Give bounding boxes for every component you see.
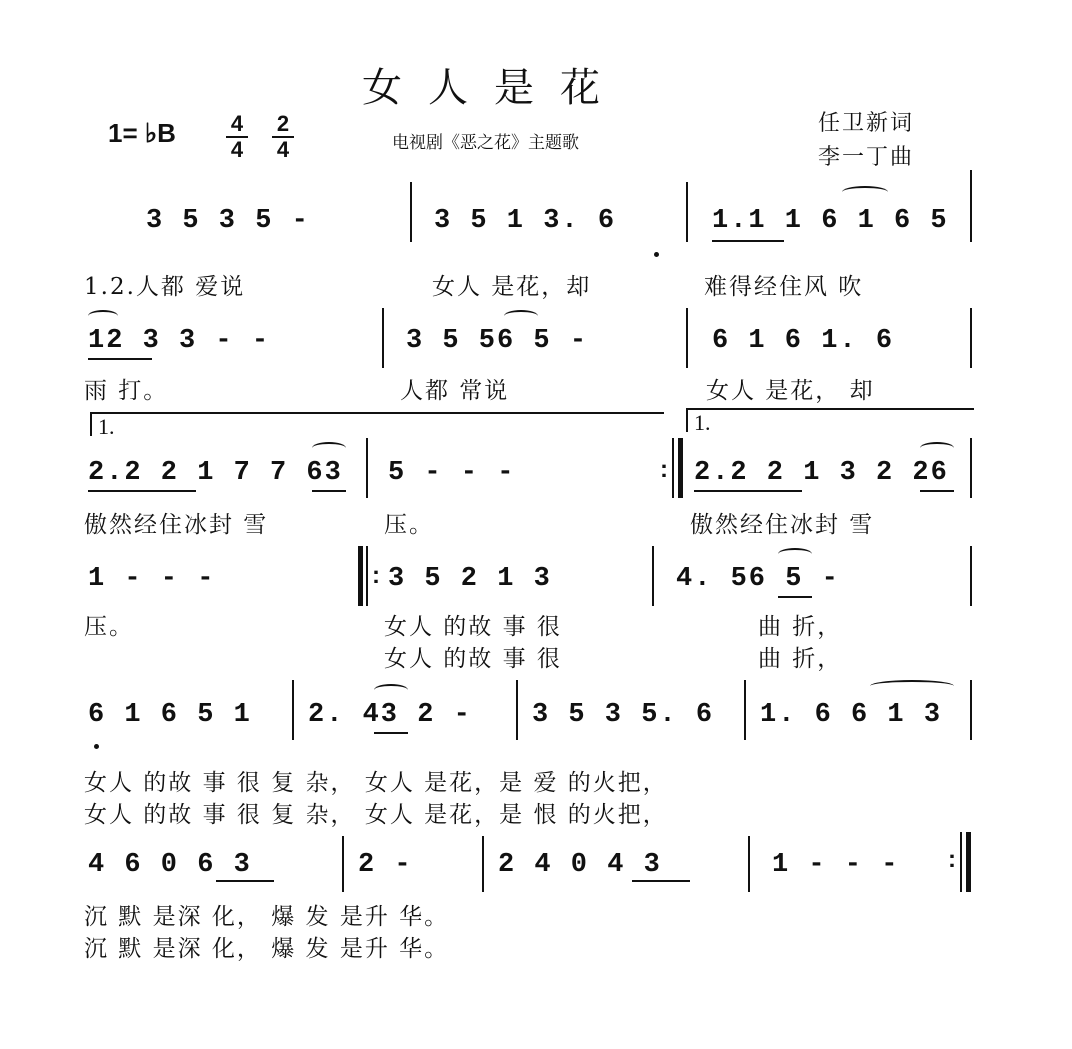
beam <box>632 880 690 882</box>
repeat-start-barline <box>358 546 363 606</box>
row1-lyrics-a: 1.2.人都 爱说 <box>84 274 246 300</box>
barline <box>748 836 750 892</box>
key-signature: 1= ♭B <box>108 118 176 148</box>
row4-lyrics-b: 女人 的故 事 很 <box>384 614 562 640</box>
row1-lyrics-c: 难得经住风 吹 <box>704 274 864 300</box>
slur <box>374 684 408 696</box>
row3-lyrics-a: 傲然经住冰封 雪 <box>84 512 269 538</box>
barline <box>970 170 972 242</box>
slur <box>920 442 954 454</box>
low-octave-dot <box>94 744 99 749</box>
barline <box>410 182 412 242</box>
row2-measure2-notes: 3 5 56 5 - <box>406 326 589 356</box>
row5-measure4-notes: 1. 6 6 1 3 <box>760 700 943 730</box>
row3-lyrics-b: 压。 <box>384 512 434 538</box>
barline <box>970 438 972 498</box>
time-signature-4-4 <box>226 113 248 161</box>
time-num: 2 <box>276 111 290 136</box>
row6-lyrics: 沉 默 是深 化， 爆 发 是升 华。 <box>84 904 450 930</box>
row5-measure3-notes: 3 5 3 5. 6 <box>532 700 715 730</box>
song-title: 女人是花 <box>362 65 626 111</box>
barline <box>686 182 688 242</box>
row1-lyrics-b: 女人 是花，却 <box>432 274 592 300</box>
row2-measure1-notes: 12 3 3 - - <box>88 326 271 356</box>
row3-measure1-notes: 2.2 2 1 7 7 63 <box>88 458 343 488</box>
composer-credit: 李一丁曲 <box>818 145 915 170</box>
barline <box>382 308 384 368</box>
barline <box>744 680 746 740</box>
row6-measure2-notes: 2 - <box>358 850 413 880</box>
beam <box>778 596 812 598</box>
row1-measure3-notes: 1.1 1 6 1 6 5 <box>712 206 949 236</box>
row1-measure1-notes: 3 5 3 5 - <box>146 206 310 236</box>
beam <box>88 490 196 492</box>
barline <box>652 546 654 606</box>
barline <box>686 308 688 368</box>
beam <box>374 732 408 734</box>
barline <box>516 680 518 740</box>
repeat-dots: : <box>660 456 668 483</box>
row4-lyrics-b-verse2: 女人 的故 事 很 <box>384 646 562 672</box>
row5-lyrics: 女人 的故 事 很 复 杂， 女人 是花，是 爱 的火把， <box>84 770 668 796</box>
time-den: 4 <box>276 137 290 162</box>
volta-number: 1. <box>98 414 115 439</box>
row5-measure2-notes: 2. 43 2 - <box>308 700 472 730</box>
barline <box>342 836 344 892</box>
row2-lyrics-b: 人都 常说 <box>400 378 510 404</box>
repeat-dots: : <box>948 846 956 873</box>
row2-lyrics-a: 雨 打。 <box>84 378 169 404</box>
slur <box>778 548 812 560</box>
beam <box>712 240 784 242</box>
row6-lyrics-verse2: 沉 默 是深 化， 爆 发 是升 华。 <box>84 936 450 962</box>
row2-lyrics-c: 女人 是花， 却 <box>706 378 875 404</box>
row4-measure2-notes: 3 5 2 1 3 <box>388 564 552 594</box>
row4-lyrics-c: 曲 折， <box>758 614 843 640</box>
time-den: 4 <box>230 137 244 162</box>
row1-measure2-notes: 3 5 1 3. 6 <box>434 206 617 236</box>
barline <box>970 308 972 368</box>
beam <box>88 358 152 360</box>
row6-measure3-notes: 2 4 0 4 3 <box>498 850 662 880</box>
time-num: 4 <box>230 111 244 136</box>
barline <box>366 438 368 498</box>
row6-measure4-notes: 1 - - - <box>772 850 900 880</box>
barline <box>366 546 368 606</box>
row4-lyrics-a: 压。 <box>84 614 134 640</box>
row5-lyrics-verse2: 女人 的故 事 很 复 杂， 女人 是花，是 恨 的火把， <box>84 802 668 828</box>
lyricist-credit: 任卫新词 <box>818 111 915 136</box>
row6-measure1-notes: 4 6 0 6 3 <box>88 850 252 880</box>
volta-second-ending <box>686 408 974 432</box>
barline <box>672 438 674 498</box>
slur <box>842 186 888 198</box>
subtitle: 电视剧《恶之花》主题歌 <box>392 133 579 153</box>
row3-measure2-notes: 5 - - - <box>388 458 516 488</box>
volta-number: 1. <box>694 410 711 435</box>
time-signature-2-4 <box>272 113 294 161</box>
row2-measure3-notes: 6 1 6 1. 6 <box>712 326 895 356</box>
row5-measure1-notes: 6 1 6 5 1 <box>88 700 252 730</box>
slur <box>504 310 538 322</box>
barline <box>292 680 294 740</box>
volta-first-ending <box>90 412 664 436</box>
row3-lyrics-c: 傲然经住冰封 雪 <box>690 512 875 538</box>
beam <box>694 490 802 492</box>
slur <box>312 442 346 454</box>
low-octave-dot <box>654 252 659 257</box>
beam <box>920 490 954 492</box>
final-barline <box>966 832 971 892</box>
repeat-dots: : <box>372 562 380 589</box>
row4-measure3-notes: 4. 56 5 - <box>676 564 840 594</box>
beam <box>312 490 346 492</box>
repeat-end-barline <box>678 438 683 498</box>
barline <box>970 680 972 740</box>
slur <box>88 310 118 322</box>
barline <box>482 836 484 892</box>
row4-lyrics-c-verse2: 曲 折， <box>758 646 843 672</box>
barline <box>960 832 962 892</box>
row4-measure1-notes: 1 - - - <box>88 564 216 594</box>
row3-measure3-notes: 2.2 2 1 3 2 26 <box>694 458 949 488</box>
slur <box>870 680 954 692</box>
beam <box>216 880 274 882</box>
barline <box>970 546 972 606</box>
